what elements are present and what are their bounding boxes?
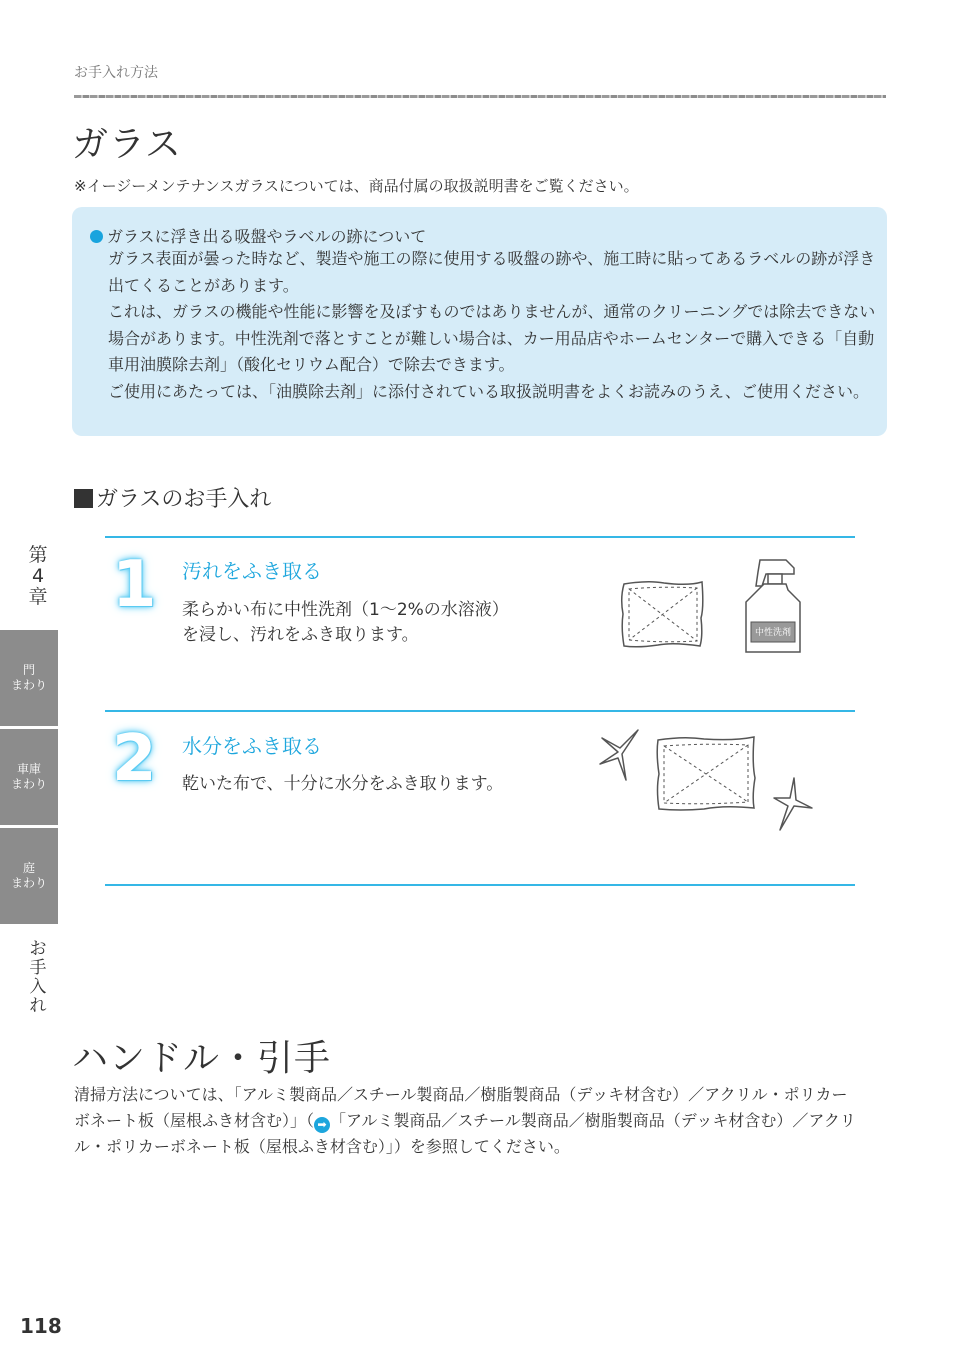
header-divider [74,95,886,98]
step-text [182,598,509,648]
chapter-char: 第 [28,544,48,566]
step-number: 1 [112,548,157,622]
tab-label: 庭 [22,861,35,875]
glass-title: ガラス [72,124,182,165]
active-char: れ [29,996,47,1016]
step-text-line: 乾いた布で、十分に水分をふき取ります。 [182,774,504,794]
sidebar-tab-garden[interactable] [0,828,58,924]
step-divider [105,710,855,712]
active-char: 入 [29,977,47,997]
chapter-label [28,545,48,608]
step-title: 汚れをふき取る [182,559,322,583]
section-title-text: ガラスのお手入れ [96,487,272,512]
tab-label: 車庫 [16,762,41,776]
bullet-dot-icon [90,230,103,243]
step-text [182,772,503,797]
info-paragraph: ガラス表面が曇った時など、製造や施工の際に使用する吸盤の跡や、施工時に貼ってあるラベルの跡が浮き出てくることがあります。 [108,249,876,295]
bottle-label: 中性洗剤 [754,628,791,638]
sparkle-icon [598,728,642,782]
step-text-line: を浸し、汚れをふき取ります。 [182,625,419,645]
handle-body [74,1082,894,1160]
reference-link[interactable]: 「アルミ製商品／スチール製商品／樹脂製商品（デッキ材含む）／アクリ [330,1111,856,1130]
step-title: 水分をふき取る [182,734,322,758]
step-text-line: 柔らかい布に中性洗剤（1～2%の水溶液） [182,600,509,620]
active-char: 手 [29,958,47,978]
cloth-icon [618,578,708,650]
body-line: ル・ポリカーボネート板（屋根ふき材含む）」）を参照してください。 [74,1137,570,1156]
page-number: 118 [20,1314,62,1338]
section-title [74,482,271,513]
body-line: 清掃方法については、「アルミ製商品／スチール製商品／樹脂製商品（デッキ材含む）／アクリル・ポリカー [74,1085,848,1104]
sparkle-icon [772,776,814,832]
handle-title: ハンドル・引手 [72,1038,332,1079]
tab-label: まわり [10,777,47,791]
active-char: お [29,939,47,959]
square-bullet-icon [74,489,93,508]
glass-note: ※イージーメンテナンスガラスについては、商品付属の取扱説明書をご覧ください。 [74,177,639,195]
info-title-text: ガラスに浮き出る吸盤やラベルの跡について [107,227,427,246]
info-paragraph: これは、ガラスの機能や性能に影響を及ぼすものではありませんが、通常のクリーニングでは除去できない場合があります。中性洗剤で落とすことが難しい場合は、カー用品店やホームセンターで購入できる「自動車用油膜除去剤」（酸化セリウム配合）で除去できます。 [108,302,876,374]
header-label: お手入れ方法 [74,65,158,81]
body-text: ボネート板（屋根ふき材含む）」（ [74,1111,315,1130]
tab-label: 門 [22,663,35,677]
tab-label: まわり [10,876,47,890]
chapter-char: 4 [31,565,45,587]
step-divider [105,884,855,886]
step-number: 2 [112,722,157,796]
dry-cloth-icon [654,734,758,814]
sidebar-tab-care-active[interactable] [28,940,48,1016]
chapter-char: 章 [28,586,48,608]
sidebar-tab-garage[interactable] [0,729,58,825]
body-line [74,1108,894,1134]
step-divider [105,536,855,538]
arrow-right-icon: ➡ [314,1117,330,1133]
info-body [108,246,878,405]
tab-label: まわり [10,678,47,692]
detergent-bottle-icon [742,556,804,656]
sidebar-tab-gate[interactable] [0,630,58,726]
info-paragraph: ご使用にあたっては、「油膜除去剤」に添付されている取扱説明書をよくお読みのうえ、ご使用ください。 [108,381,869,401]
